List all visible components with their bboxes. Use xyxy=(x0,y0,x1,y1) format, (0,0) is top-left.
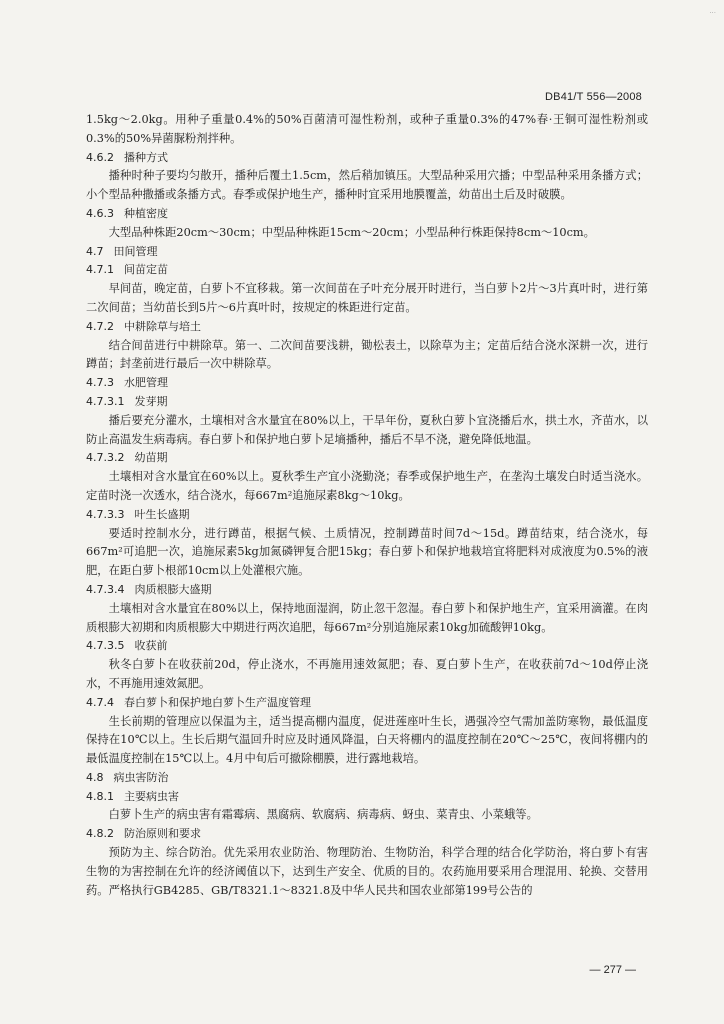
section-heading xyxy=(86,393,648,412)
section-heading xyxy=(86,769,648,788)
page-number: — 277 — xyxy=(589,964,636,976)
section-heading xyxy=(86,637,648,656)
section-title: 春白萝卜和保护地白萝卜生产温度管理 xyxy=(124,695,311,709)
section-number: 4.7.3.5 xyxy=(86,639,125,653)
section-title: 田间管理 xyxy=(113,244,158,258)
corner-mark: ... xyxy=(709,6,716,15)
section-heading xyxy=(86,374,648,393)
section-heading xyxy=(86,788,648,807)
section-heading xyxy=(86,205,648,224)
document-body xyxy=(86,111,648,900)
section-heading xyxy=(86,318,648,337)
section-title: 病虫害防治 xyxy=(113,770,169,784)
section-number: 4.7.4 xyxy=(86,695,114,709)
section-heading xyxy=(86,506,648,525)
section-number: 4.8 xyxy=(86,770,104,784)
section-number: 4.8.2 xyxy=(86,827,114,841)
section-number: 4.7.3.2 xyxy=(86,451,125,465)
section-heading xyxy=(86,243,648,262)
paragraph: 结合间苗进行中耕除草。第一、二次间苗要浅耕，锄松表土，以除草为主；定苗后结合浇水深耕一次，进行蹲苗；封垄前进行最后一次中耕除草。 xyxy=(86,338,648,371)
section-title: 间苗定苗 xyxy=(124,263,168,277)
paragraph: 白萝卜生产的病虫害有霜霉病、黑腐病、软腐病、病毒病、蚜虫、菜青虫、小菜蛾等。 xyxy=(108,808,538,822)
section-title: 播种方式 xyxy=(124,150,168,164)
section-number: 4.7.3 xyxy=(86,376,114,390)
section-number: 4.7.3.4 xyxy=(86,582,125,596)
paragraph: 播后要充分灌水，土壤相对含水量宜在80%以上，干旱年份，夏秋白萝卜宜浇播后水，拱土水，齐苗水，以防止高温发生病毒病。春白萝卜和保护地白萝卜足墒播种，播后不旱不浇，避免降低地温。 xyxy=(86,413,648,446)
paragraph: 秋冬白萝卜在收获前20d，停止浇水，不再施用速效氮肥；春、夏白萝卜生产，在收获前7d～10d停止浇水，不再施用速效氮肥。 xyxy=(86,658,648,690)
section-title: 叶生长盛期 xyxy=(134,507,190,521)
paragraph: 大型品种株距20cm～30cm；中型品种株距15cm～20cm；小型品种行株距保持8cm～10cm。 xyxy=(108,225,595,239)
section-number: 4.6.2 xyxy=(86,150,114,164)
section-title: 收获前 xyxy=(134,639,168,653)
paragraph: 预防为主、综合防治。优先采用农业防治、物理防治、生物防治，科学合理的结合化学防治，将白萝卜有害生物的为害控制在允许的经济阈值以下，达到生产安全、优质的目的。农药施用要采用合理混用、轮换、交替用药。严格执行GB4285、GB/T8321.1～8321.8及中华人民共和国农业部第199号公告的 xyxy=(86,846,648,897)
paragraph: 土壤相对含水量宜在60%以上。夏秋季生产宜小浇勤浇；春季或保护地生产，在垄沟土壤发白时适当浇水。定苗时浇一次透水，结合浇水，每667m²追施尿素8kg～10kg。 xyxy=(86,470,648,502)
section-title: 肉质根膨大盛期 xyxy=(134,582,212,596)
standard-code: DB41/T 556—2008 xyxy=(545,91,642,103)
paragraph: 生长前期的管理应以保温为主，适当提高棚内温度，促进莲座叶生长，遇强冷空气需加盖防寒物，最低温度保持在10℃以上。生长后期气温回升时应及时通风降温，白天将棚内的温度控制在20℃～25℃，夜间将棚内的最低温度控制在15℃以上。4月中旬后可撤除棚膜，进行露地栽培。 xyxy=(86,714,648,766)
section-heading xyxy=(86,694,648,713)
paragraph: 土壤相对含水量宜在80%以上，保持地面湿润，防止忽干忽湿。春白萝卜和保护地生产，宜采用滴灌。在肉质根膨大初期和肉质根膨大中期进行两次追肥，每667m²分别追施尿素10kg加硫酸钾10kg。 xyxy=(86,601,648,634)
paragraph: 播种时种子要均匀散开，播种后覆土1.5cm，然后稍加镇压。大型品种采用穴播；中型品种采用条播方式；小个型品种撒播或条播方式。春季或保护地生产，播种时宜采用地膜覆盖，幼苗出土后及时破膜。 xyxy=(86,169,648,202)
section-heading xyxy=(86,149,648,168)
section-number: 4.7 xyxy=(86,244,104,258)
section-number: 4.8.1 xyxy=(86,789,114,803)
section-heading xyxy=(86,825,648,844)
section-number: 4.7.1 xyxy=(86,263,114,277)
section-heading xyxy=(86,449,648,468)
section-number: 4.6.3 xyxy=(86,206,114,220)
section-title: 主要病虫害 xyxy=(124,789,179,803)
section-heading xyxy=(86,261,648,280)
section-number: 4.7.3.1 xyxy=(86,394,125,408)
section-title: 水肥管理 xyxy=(124,376,168,390)
section-title: 幼苗期 xyxy=(134,451,168,465)
section-title: 中耕除草与培土 xyxy=(124,319,201,333)
section-number: 4.7.2 xyxy=(86,319,114,333)
section-heading xyxy=(86,581,648,600)
section-title: 防治原则和要求 xyxy=(124,827,201,841)
paragraph: 要适时控制水分，进行蹲苗，根据气候、土质情况，控制蹲苗时间7d～15d。蹲苗结束，结合浇水，每667m²可追肥一次，追施尿素5kg加氮磷钾复合肥15kg；春白萝卜和保护地栽培宜将肥料对成液度为0.5%的液肥，在距白萝卜根部10cm以上处灌根穴施。 xyxy=(86,526,648,578)
paragraph: 早间苗，晚定苗，白萝卜不宜移栽。第一次间苗在子叶充分展开时进行，当白萝卜2片～3片真叶时，进行第二次间苗；当幼苗长到5片～6片真叶时，按规定的株距进行定苗。 xyxy=(86,282,648,314)
section-title: 发芽期 xyxy=(134,394,168,408)
section-number: 4.7.3.3 xyxy=(86,507,125,521)
paragraph: 1.5kg～2.0kg。用种子重量0.4%的50%百菌清可湿性粉剂，或种子重量0.3%的47%春·王铜可湿性粉剂或0.3%的50%异菌脲粉剂拌种。 xyxy=(86,113,648,145)
section-title: 种植密度 xyxy=(124,206,168,220)
